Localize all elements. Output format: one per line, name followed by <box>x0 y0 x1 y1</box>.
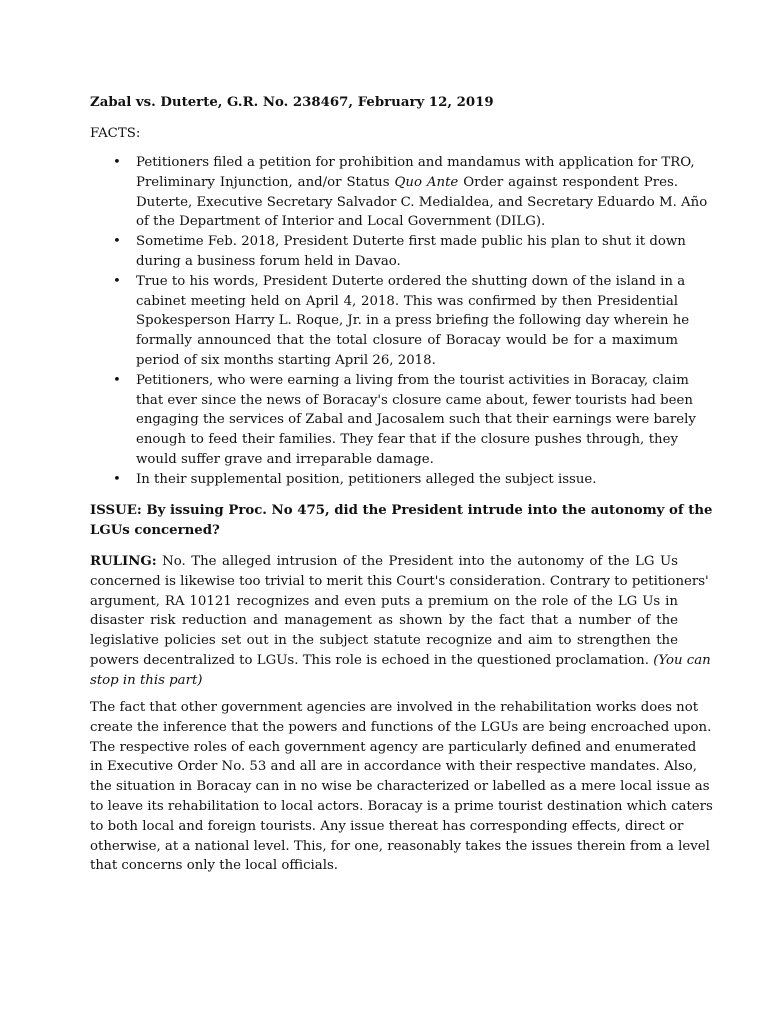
text-line: concerned is likewise too trivial to merit this Court's consideration. Contrary to petitioners' <box>90 573 709 589</box>
text-line: to both local and foreign tourists. Any issue thereat has corresponding effects, direct or <box>90 818 684 834</box>
text-line: to leave its rehabilitation to local actors. Boracay is a prime tourist destination which caters <box>90 798 713 814</box>
list-item <box>90 232 686 272</box>
text-line: period of six months starting April 26, 2018. <box>136 352 436 368</box>
issue-section <box>90 501 713 541</box>
ruling-label: RULING: <box>90 554 157 569</box>
italic-note: stop in this part) <box>90 672 203 688</box>
text-line: True to his words, President Duterte ordered the shutting down of the island in a <box>136 273 686 289</box>
facts-heading: FACTS: <box>90 126 141 141</box>
text-segment: Order against respondent Pres. <box>458 174 678 190</box>
text-line: Petitioners, who were earning a living from the tourist activities in Boracay, claim <box>136 372 689 388</box>
text-line: that concerns only the local officials. <box>90 858 339 874</box>
text-line: that ever since the news of Boracay's closure came about, fewer tourists had been <box>136 392 693 408</box>
bullet-dot-icon: • <box>113 471 121 487</box>
text-line: Petitioners filed a petition for prohibition and mandamus with application for TRO, <box>136 155 695 170</box>
italic-term: Quo Ante <box>394 174 459 190</box>
list-item <box>90 470 678 490</box>
text-line: enough to feed their families. They fear that if the closure pushes through, they <box>136 432 678 448</box>
text-line: argument, RA 10121 recognizes and even puts a premium on the role of the LG Us in <box>90 593 678 609</box>
text-line: would suffer grave and irreparable damage. <box>136 451 434 467</box>
text-line <box>90 552 678 572</box>
bullet-dot-icon: • <box>113 372 121 388</box>
text-line: The respective roles of each government agency are particularly defined and enumerated <box>90 739 697 755</box>
list-item <box>90 153 708 232</box>
italic-note: (You can <box>653 652 711 668</box>
ruling-section <box>90 552 711 691</box>
text-line: LGUs concerned? <box>90 522 220 538</box>
text-line: The fact that other government agencies are involved in the rehabilitation works does not <box>90 700 699 715</box>
text-line: create the inference that the powers and functions of the LGUs are being encroached upon. <box>90 719 712 735</box>
bullet-dot-icon: • <box>113 234 121 250</box>
text-line <box>90 651 711 671</box>
case-title: Zabal vs. Duterte, G.R. No. 238467, February 12, 2019 <box>90 95 494 110</box>
text-segment: Preliminary Injunction, and/or Status <box>136 174 395 190</box>
text-line: otherwise, at a national level. This, for one, reasonably takes the issues therein from a level <box>90 838 710 854</box>
text-line: engaging the services of Zabal and Jacosalem such that their earnings were barely <box>136 412 696 428</box>
text-line: Spokesperson Harry L. Roque, Jr. in a press briefing the following day wherein he <box>136 313 690 329</box>
text-line: In their supplemental position, petitioners alleged the subject issue. <box>136 471 597 487</box>
text-line: cabinet meeting held on April 4, 2018. This was confirmed by then Presidential <box>136 293 678 309</box>
bullet-dot-icon: • <box>113 155 121 170</box>
paragraph <box>90 698 713 876</box>
text-line: during a business forum held in Davao. <box>136 253 401 269</box>
text-line: in Executive Order No. 53 and all are in accordance with their respective mandates. Also, <box>90 759 698 775</box>
text-segment: No. The alleged intrusion of the President into the autonomy of the LG Us <box>156 554 678 569</box>
text-line: Duterte, Executive Secretary Salvador C. Medialdea, and Secretary Eduardo M. Año <box>136 194 708 210</box>
facts-list <box>90 153 708 490</box>
bullet-dot-icon: • <box>113 273 121 289</box>
text-line: ISSUE: By issuing Proc. No 475, did the President intrude into the autonomy of the <box>90 503 713 518</box>
list-item <box>90 272 690 371</box>
text-line: formally announced that the total closure of Boracay would be for a maximum <box>136 333 678 349</box>
text-line <box>136 173 678 193</box>
list-item <box>90 371 696 470</box>
text-line: disaster risk reduction and management as shown by the fact that a number of the <box>90 613 678 629</box>
text-line: legislative policies set out in the subject statute recognize and aim to strengthen the <box>90 633 678 649</box>
text-line: the situation in Boracay can in no wise be characterized or labelled as a mere local issue as <box>90 779 710 795</box>
text-line: of the Department of Interior and Local Government (DILG). <box>136 214 546 230</box>
text-line: Sometime Feb. 2018, President Duterte first made public his plan to shut it down <box>136 234 686 250</box>
text-segment: powers decentralized to LGUs. This role is echoed in the questioned proclamation. <box>90 652 654 668</box>
